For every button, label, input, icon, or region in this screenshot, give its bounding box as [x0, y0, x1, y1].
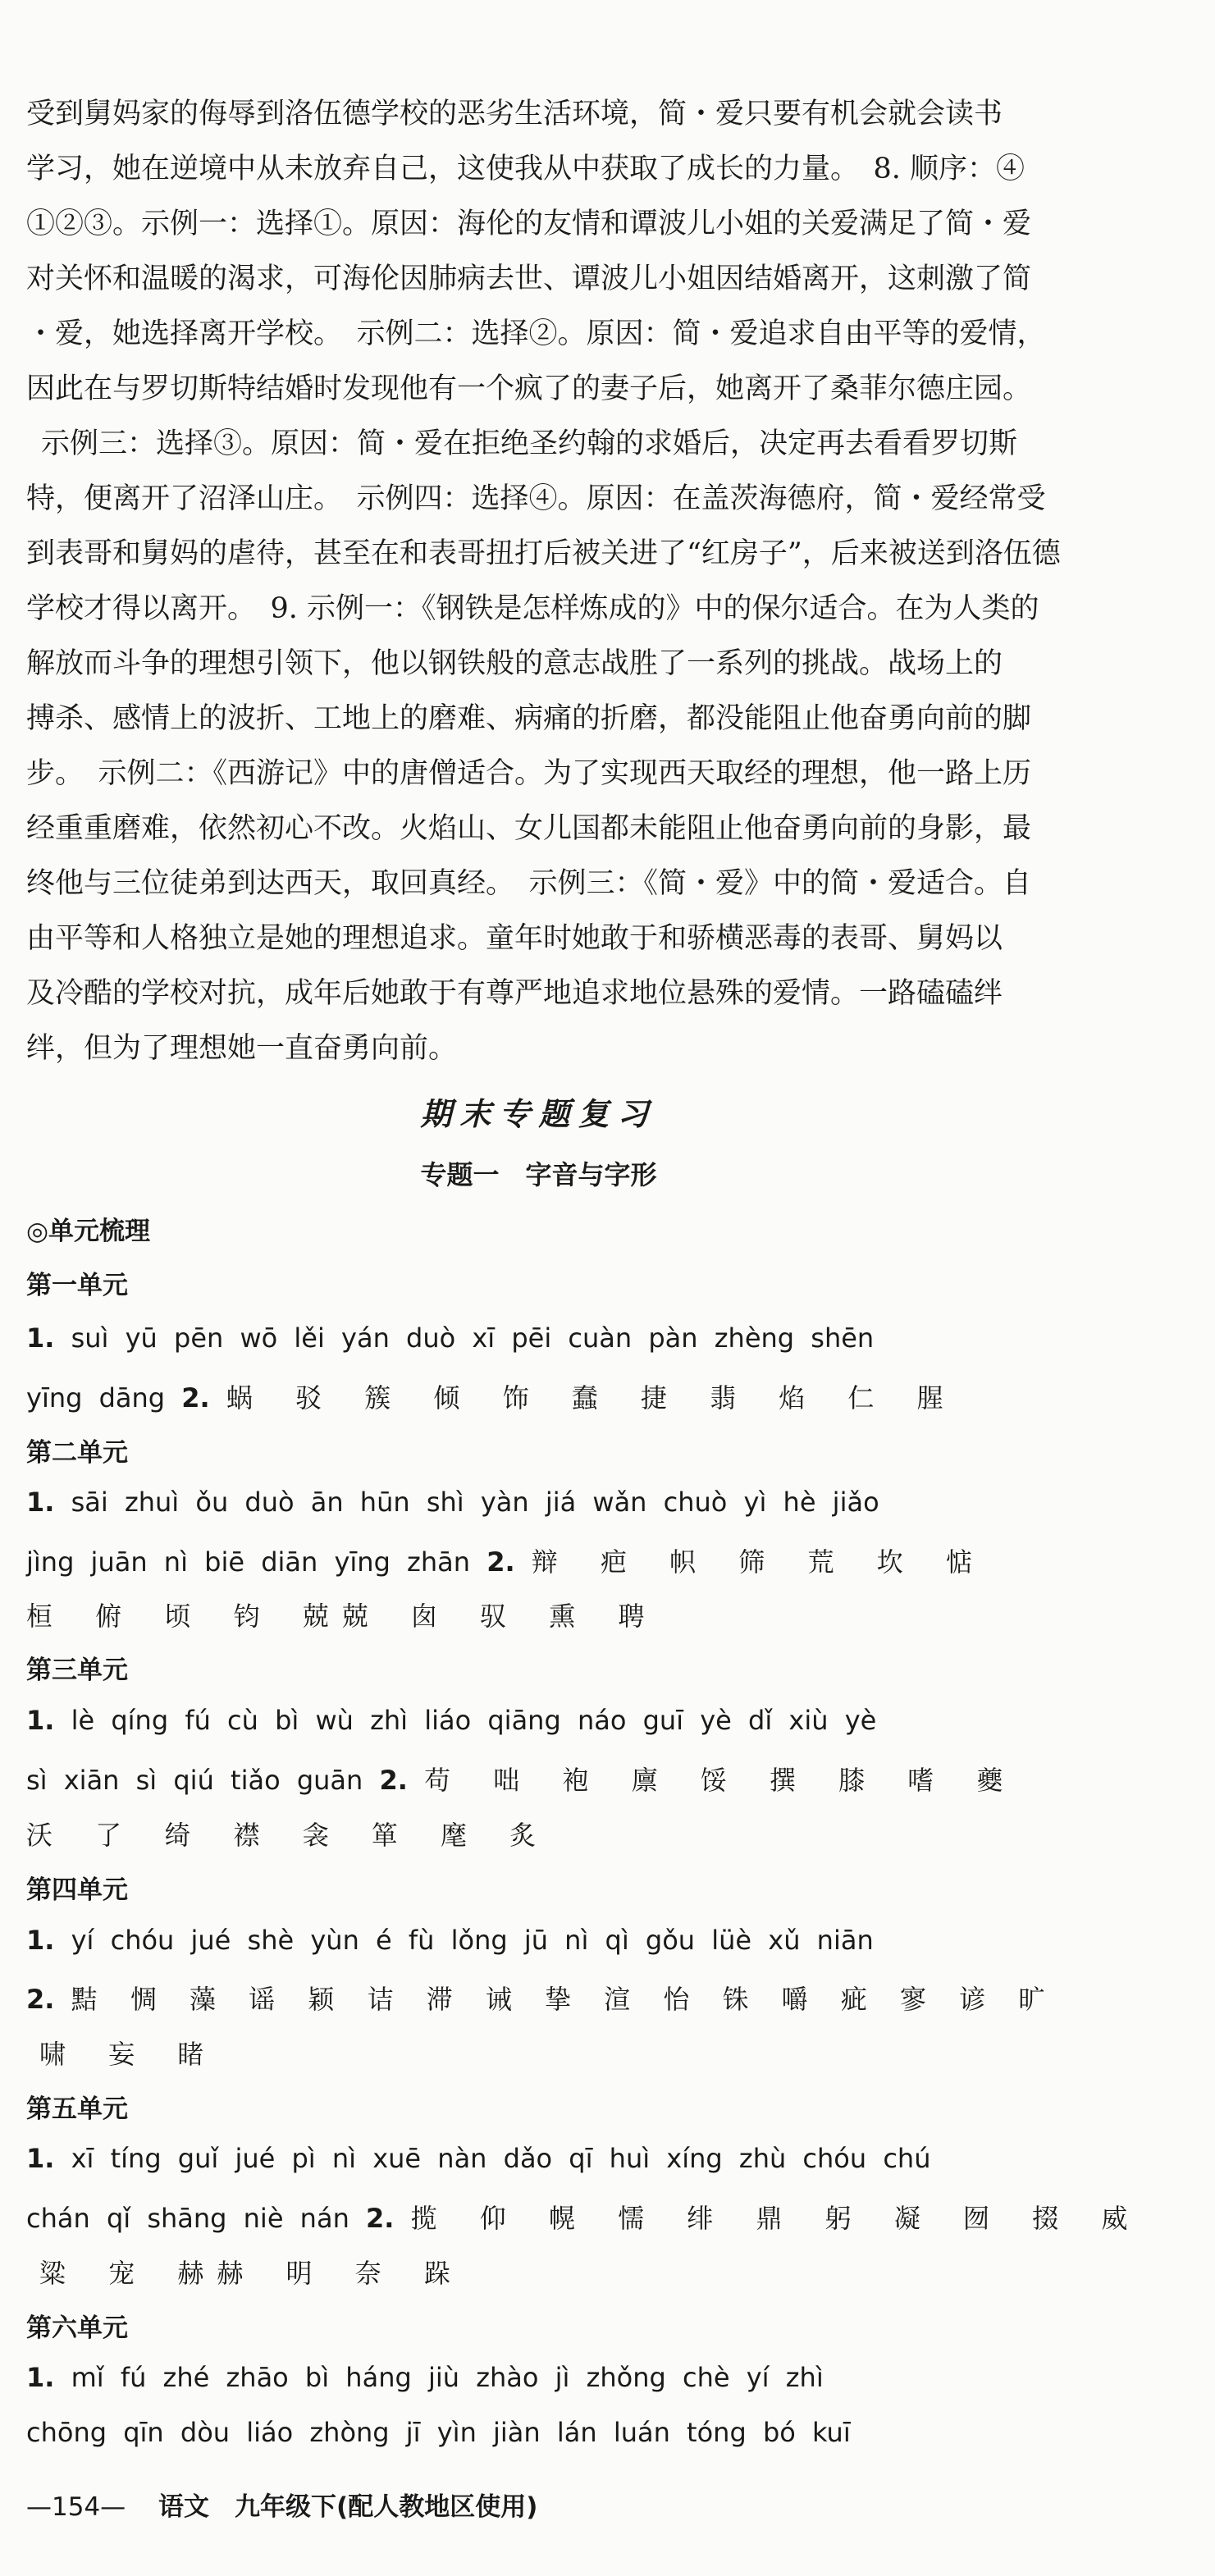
pinyin-text: xī tíng guǐ jué pì nì xuē nàn dǎo qī huì xíng zhù chóu chú [71, 2143, 931, 2174]
characters-text: 桓 俯 顷 钧 兢兢 囱 驭 熏 聘 [26, 1601, 658, 1632]
characters-text: 辩 疤 帜 筛 荒 坎 惦 [531, 1546, 985, 1578]
pinyin-row [26, 1705, 876, 1736]
unit-heading: 第三单元 [26, 1656, 128, 1685]
pinyin-row [26, 1377, 957, 1415]
item-number: 2. [181, 1382, 210, 1414]
item-number: 1. [26, 1487, 55, 1518]
pinyin-row [26, 1541, 985, 1579]
characters-text: 沃 了 绮 襟 衾 箪 麾 炙 [26, 1820, 550, 1851]
pinyin-row [26, 1487, 879, 1518]
text-line: 步。 示例二：《西游记》中的唐僧适合。为了实现西天取经的理想，他一路上历 [26, 757, 1032, 790]
topic-title: 专题一 字音与字形 [420, 1159, 657, 1190]
pinyin-row [26, 1925, 874, 1956]
review-label: ◎单元梳理 [26, 1217, 151, 1246]
characters-text: 黠 惆 藻 谣 颖 诘 滞 诫 挚 渲 怡 铢 嚼 疵 寥 谚 旷 [71, 1984, 1053, 2015]
characters-text: 苟 咄 袍 廪 馁 撰 膝 嗜 夔 [424, 1765, 1016, 1796]
item-number: 1. [26, 2362, 55, 2393]
page-footer [26, 2486, 537, 2523]
text-line: 对关怀和温暖的渴求，可海伦因肺病去世、谭波儿小姐因结婚离开，这刺激了简 [26, 263, 1032, 295]
text-line: 由平等和人格独立是她的理想追求。童年时她敢于和骄横恶毒的表哥、舅妈以 [26, 922, 1003, 955]
text-line: 特，便离开了沼泽山庄。 示例四：选择④。原因：在盖茨海德府，简・爱经常受 [26, 482, 1046, 515]
item-number: 2. [379, 1765, 408, 1796]
item-number: 1. [26, 1705, 55, 1736]
pinyin-text: lè qíng fú cù bì wù zhì liáo qiāng náo guī yè dǐ xiù yè [71, 1705, 877, 1736]
pinyin-row [26, 2417, 851, 2448]
unit-heading: 第二单元 [26, 1438, 128, 1468]
answers-paragraph [26, 87, 1061, 1076]
item-number: 2. [486, 1546, 515, 1578]
unit-heading: 第四单元 [26, 1875, 128, 1905]
page-number: —154— [26, 2492, 126, 2522]
pinyin-text: sì xiān sì qiú tiǎo guān [26, 1765, 363, 1796]
pinyin-text: yīng dāng [26, 1382, 166, 1414]
characters-row [26, 1815, 549, 1852]
unit-heading: 第五单元 [26, 2094, 128, 2124]
characters-text: 粱 宠 赫赫 明 奈 跺 [39, 2258, 464, 2289]
text-line: 学习，她在逆境中从未放弃自己，这使我从中获取了成长的力量。 8. 顺序：④ [26, 153, 1025, 185]
text-line: ①②③。示例一：选择①。原因：海伦的友情和谭波儿小姐的关爱满足了简・爱 [26, 208, 1032, 240]
pinyin-row [26, 2198, 1140, 2236]
characters-text: 啸 妄 睹 [39, 2039, 217, 2070]
pinyin-text: jìng juān nì biē diān yīng zhān [26, 1546, 471, 1578]
pinyin-text: yí chóu jué shè yùn é fù lǒng jū nì qì gǒu lüè xǔ niān [71, 1925, 874, 1956]
characters-row [39, 2253, 464, 2291]
text-line: 解放而斗争的理想引领下，他以钢铁般的意志战胜了一系列的挑战。战场上的 [26, 647, 1003, 680]
text-line: 到表哥和舅妈的虐待，甚至在和表哥扭打后被关进了“红房子”，后来被送到洛伍德 [26, 537, 1061, 570]
characters-text: 蜗 驳 簇 倾 饰 蠢 捷 翡 焰 仁 腥 [226, 1382, 957, 1414]
pinyin-text: suì yū pēn wō lěi yán duò xī pēi cuàn pàn zhèng shēn [71, 1322, 875, 1354]
item-number: 1. [26, 1322, 55, 1354]
pinyin-row [26, 1760, 1016, 1797]
unit-heading: 第六单元 [26, 2313, 128, 2343]
pinyin-text: sāi zhuì ǒu duò ān hūn shì yàn jiá wǎn chuò yì hè jiǎo [71, 1487, 879, 1518]
pinyin-text: chōng qīn dòu liáo zhòng jī yìn jiàn lán luán tóng bó kuī [26, 2417, 851, 2448]
text-line: 示例三：选择③。原因：简・爱在拒绝圣约翰的求婚后，决定再去看看罗切斯 [41, 427, 1018, 460]
pinyin-row [26, 2143, 930, 2174]
unit-heading: 第一单元 [26, 1271, 128, 1300]
pinyin-text: mǐ fú zhé zhāo bì háng jiù zhào jì zhǒng chè yí zhì [71, 2362, 824, 2393]
pinyin-text: chán qǐ shāng niè nán [26, 2203, 349, 2234]
section-title: 期末专题复习 [420, 1095, 657, 1132]
pinyin-row [26, 1322, 874, 1354]
item-number: 1. [26, 1925, 55, 1956]
text-line: 终他与三位徒弟到达西天，取回真经。 示例三：《简・爱》中的简・爱适合。自 [26, 867, 1032, 900]
text-line: 及冷酷的学校对抗，成年后她敢于有尊严地追求地位悬殊的爱情。一路磕磕绊 [26, 977, 1003, 1010]
text-line: 经重重磨难，依然初心不改。火焰山、女儿国都未能阻止他奋勇向前的身影，最 [26, 812, 1032, 845]
pinyin-row [26, 2362, 824, 2393]
item-number: 2. [366, 2203, 395, 2234]
characters-row [39, 2034, 217, 2071]
characters-text: 揽 仰 幌 懦 绯 鼎 躬 凝 囫 掇 威 [410, 2203, 1141, 2234]
text-line: 受到舅妈家的侮辱到洛伍德学校的恶劣生活环境，简・爱只要有机会就会读书 [26, 98, 1003, 130]
characters-row [26, 1979, 1053, 2016]
item-number: 2. [26, 1984, 55, 2015]
book-title: 语文 九年级下(配人教地区使用) [158, 2492, 538, 2522]
text-line: 学校才得以离开。 9. 示例一：《钢铁是怎样炼成的》中的保尔适合。在为人类的 [26, 592, 1039, 625]
characters-row [26, 1596, 657, 1633]
text-line: 因此在与罗切斯特结婚时发现他有一个疯了的妻子后，她离开了桑菲尔德庄园。 [26, 372, 1032, 405]
text-line: 搏杀、感情上的波折、工地上的磨难、病痛的折磨，都没能阻止他奋勇向前的脚 [26, 702, 1032, 735]
text-line: ・爱，她选择离开学校。 示例二：选择②。原因：简・爱追求自由平等的爱情， [26, 317, 1046, 350]
item-number: 1. [26, 2143, 55, 2174]
text-line: 绊，但为了理想她一直奋勇向前。 [26, 1032, 458, 1065]
